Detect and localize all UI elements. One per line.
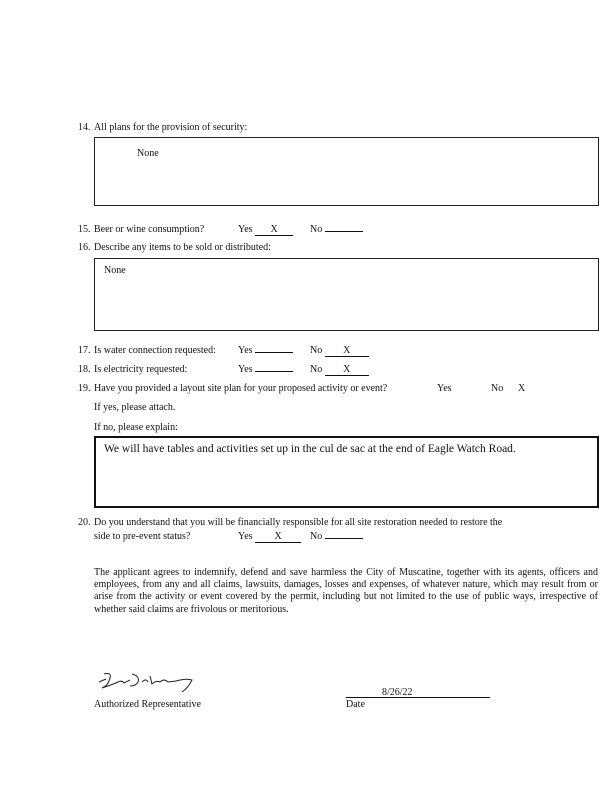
q14-answer-box — [94, 137, 599, 206]
date-value[interactable]: 8/26/22 — [382, 687, 413, 698]
q14-label: All plans for the provision of security: — [94, 122, 248, 133]
q18-yes-field[interactable] — [255, 371, 293, 372]
q20-no — [310, 531, 363, 543]
no-label: No — [310, 224, 323, 235]
q19-if-yes: If yes, please attach. — [94, 402, 176, 413]
indemnity-paragraph: The applicant agrees to indemnify, defend and save harmless the City of Muscatine, together with its agents, officers and employees, from any and all claims, lawsuits, damages, losses and expenses, of whatever nature, which may result from or arise from the activity or event covered by the permit, including but not limited to the use of public ways, irrespective of whether said claims are frivolous or meritorious. — [94, 567, 598, 615]
q20-no-field[interactable] — [325, 538, 363, 539]
q18-no-field[interactable]: X — [325, 365, 369, 376]
authorized-representative-label: Authorized Representative — [94, 699, 201, 710]
q20-label-line1: Do you understand that you will be financially responsible for all site restoration needed to restore the — [94, 517, 503, 528]
no-label: No — [310, 345, 323, 356]
q19-no-value[interactable]: X — [518, 383, 526, 394]
q19-no-label: No — [491, 383, 504, 394]
q15-yes-field[interactable]: X — [255, 225, 293, 236]
q16-answer-box — [94, 258, 599, 331]
q15-no — [310, 224, 363, 236]
no-label: No — [310, 531, 323, 542]
q19-if-no: If no, please explain: — [94, 422, 178, 433]
q17-label: Is water connection requested: — [94, 345, 216, 356]
q17-no — [310, 345, 369, 357]
q18-label: Is electricity requested: — [94, 364, 188, 375]
q15-number: 15. — [78, 224, 91, 235]
q20-yes-field[interactable]: X — [255, 532, 301, 543]
yes-label: Yes — [238, 364, 253, 375]
q18-number: 18. — [78, 364, 91, 375]
q14-number: 14. — [78, 122, 91, 133]
q19-label: Have you provided a layout site plan for your proposed activity or event? — [94, 383, 388, 394]
q19-yes-label: Yes — [437, 383, 452, 394]
q18-yes — [238, 364, 293, 376]
q15-label: Beer or wine consumption? — [94, 224, 205, 235]
q17-yes-field[interactable] — [255, 352, 293, 353]
q16-number: 16. — [78, 242, 91, 253]
q17-number: 17. — [78, 345, 91, 356]
date-line — [346, 697, 490, 698]
yes-label: Yes — [238, 531, 253, 542]
q16-label: Describe any items to be sold or distributed: — [94, 242, 271, 253]
q17-yes — [238, 345, 293, 357]
q15-no-field[interactable] — [325, 231, 363, 232]
no-label: No — [310, 364, 323, 375]
q17-no-field[interactable]: X — [325, 346, 369, 357]
q19-explain-box — [94, 436, 599, 508]
q20-number: 20. — [78, 517, 91, 528]
q19-number: 19. — [78, 383, 91, 394]
q16-answer: None — [104, 265, 126, 276]
q18-no — [310, 364, 369, 376]
yes-label: Yes — [238, 345, 253, 356]
signature-icon — [96, 668, 200, 694]
q20-yes — [238, 531, 301, 543]
q15-yes — [238, 224, 293, 236]
date-label: Date — [346, 699, 365, 710]
q19-answer: We will have tables and activities set up in the cul de sac at the end of Eagle Watch Road. — [104, 443, 516, 455]
yes-label: Yes — [238, 224, 253, 235]
q20-label-line2: side to pre-event status? — [94, 531, 191, 542]
q14-answer: None — [137, 148, 159, 159]
